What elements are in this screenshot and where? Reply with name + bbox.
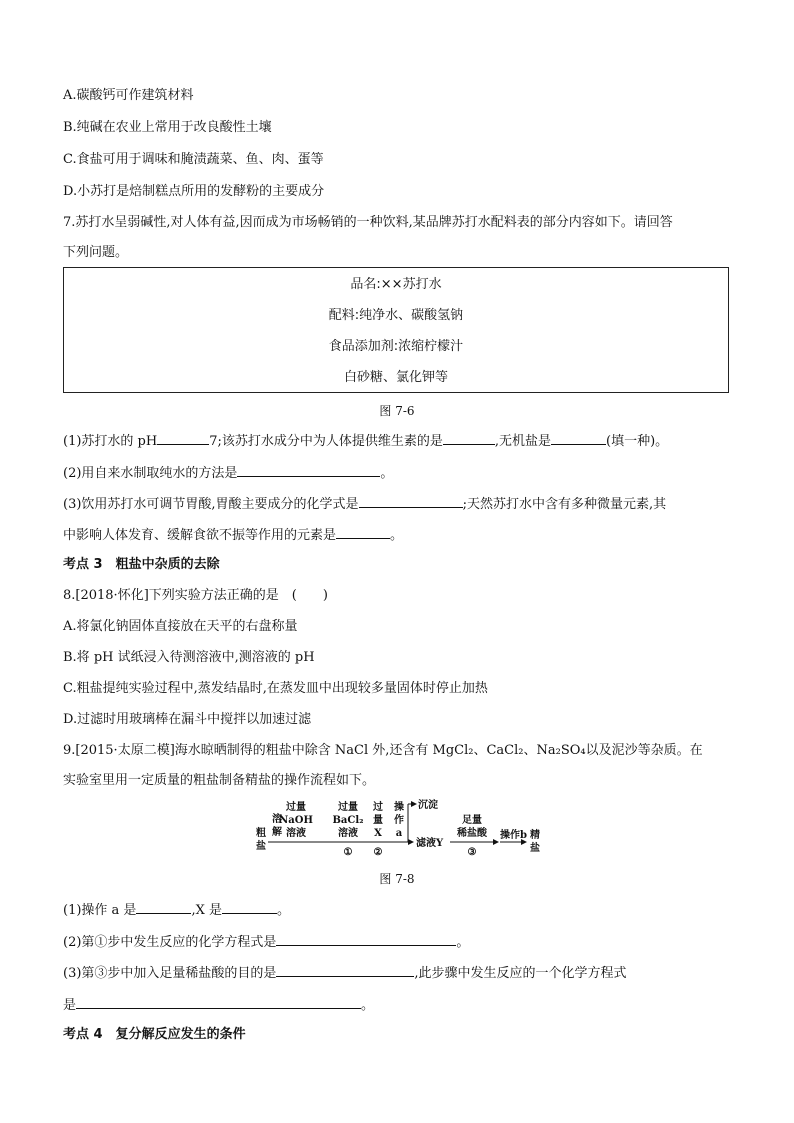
q7-sub1 [63,431,668,451]
q8-stem: 8.[2018·怀化]下列实验方法正确的是 ( ) [63,588,328,603]
q7-sub3-text-a: (3)饮用苏打水可调节胃酸,胃酸主要成分的化学式是 [63,497,359,512]
flow-x-3: X [374,828,382,839]
flow-naoh-3: 溶液 [286,828,306,839]
q7-sub3-line2 [63,525,403,545]
answer-blank[interactable] [237,463,380,477]
flow-op-a-2: 作 [394,815,404,826]
flow-x-2: 量 [373,815,383,826]
product-label-box [63,267,729,393]
q8-option-c: C.粗盐提纯实验过程中,蒸发结晶时,在蒸发皿中出现较多量固体时停止加热 [63,681,488,696]
q9-stem-line1: 9.[2015·太原二模]海水晾晒制得的粗盐中除含 NaCl 外,还含有 MgCl₂、CaCl₂、Na₂SO₄以及泥沙等杂质。在 [63,743,703,758]
q9-sub2 [63,932,469,952]
q9-sub3-line2 [63,995,374,1015]
flow-refined-salt-1: 精 [530,830,540,841]
q7-sub2-text-a: (2)用自来水制取纯水的方法是 [63,466,238,481]
q9-sub3-line2-text-b: 。 [361,998,375,1013]
q7-sub1-text-b: 7;该苏打水成分中为人体提供维生素的是 [209,434,443,449]
flow-bacl2-1: 过量 [338,802,358,813]
flow-step-2-marker: ② [373,847,383,858]
flow-filtrate-y: 滤液Y [416,838,444,849]
q8-option-a: A.将氯化钠固体直接放在天平的右盘称量 [63,619,298,634]
flow-hcl-1: 足量 [462,815,482,826]
flow-bacl2-3: 溶液 [338,828,358,839]
q6-option-a: A.碳酸钙可作建筑材料 [63,88,194,103]
q7-sub3-line2-text-a: 中影响人体发育、缓解食欲不振等作用的元素是 [63,528,337,543]
q7-stem-line2: 下列问题。 [63,245,129,260]
flow-dissolve-2: 解 [272,827,282,838]
q9-sub1-text-a: (1)操作 a 是 [63,903,137,918]
label-product-name: 品名:××苏打水 [350,277,442,292]
label-other: 白砂糖、氯化钾等 [343,370,448,385]
flow-crude-salt-2: 盐 [256,841,266,852]
q6-option-c: C.食盐可用于调味和腌渍蔬菜、鱼、肉、蛋等 [63,152,324,167]
flow-refined-salt-2: 盐 [530,843,540,854]
flow-naoh-2: NaOH [279,815,313,826]
section-heading-3: 考点 3 粗盐中杂质的去除 [63,557,220,572]
answer-blank[interactable] [336,525,390,539]
q7-sub3 [63,494,666,514]
figure-caption-7-6: 图 7-6 [379,404,415,418]
answer-blank[interactable] [276,963,414,977]
label-additives: 食品添加剂:浓缩柠檬汁 [328,339,464,354]
q7-sub2 [63,463,393,483]
answer-blank[interactable] [359,494,463,508]
q9-sub2-text-a: (2)第①步中发生反应的化学方程式是 [63,935,277,950]
answer-blank[interactable] [551,431,606,445]
q6-option-d: D.小苏打是焙制糕点所用的发酵粉的主要成分 [63,184,325,199]
answer-blank[interactable] [222,900,277,914]
q7-sub1-text-c: ,无机盐是 [494,434,552,449]
q7-stem-line1: 7.苏打水呈弱碱性,对人体有益,因而成为市场畅销的一种饮料,某品牌苏打水配料表的部分内容如下。请回答 [63,215,673,230]
flow-op-a-3: a [395,828,403,839]
flow-bacl2-2: BaCl₂ [332,815,364,826]
answer-blank[interactable] [443,431,495,445]
q6-option-b: B.纯碱在农业上常用于改良酸性土壤 [63,120,272,135]
q9-sub3-text-a: (3)第③步中加入足量稀盐酸的目的是 [63,966,277,981]
q9-sub1-text-c: 。 [276,903,290,918]
flow-x-1: 过 [373,802,383,813]
q9-sub3-line2-text-a: 是 [63,998,77,1013]
q7-sub3-line2-text-b: 。 [390,528,404,543]
q9-sub1-text-b: ,X 是 [191,903,222,918]
q9-sub3 [63,963,627,983]
answer-blank[interactable] [76,995,361,1009]
q7-sub1-text-d: (填一种)。 [606,434,669,449]
figure-caption-7-8: 图 7-8 [379,872,415,886]
flow-dissolve-1: 溶 [272,814,282,825]
q9-sub3-text-b: ,此步骤中发生反应的一个化学方程式 [414,966,627,981]
q9-sub2-text-b: 。 [456,935,470,950]
answer-blank[interactable] [157,431,209,445]
q7-sub1-text-a: (1)苏打水的 pH [63,434,158,449]
answer-blank[interactable] [276,932,456,946]
answer-blank[interactable] [136,900,191,914]
q9-stem-line2: 实验室里用一定质量的粗盐制备精盐的操作流程如下。 [63,773,376,788]
flow-naoh-1: 过量 [286,802,306,813]
flow-step-1-marker: ① [343,847,353,858]
flow-precipitate: 沉淀 [418,800,438,811]
q9-sub1 [63,900,290,920]
flow-crude-salt-1: 粗 [256,828,266,839]
flow-op-b: 操作b [500,830,527,841]
flow-step-3-marker: ③ [467,847,477,858]
flow-hcl-2: 稀盐酸 [457,828,487,839]
process-flow-diagram [250,798,550,862]
q8-option-d: D.过滤时用玻璃棒在漏斗中搅拌以加速过滤 [63,712,312,727]
flow-op-a-1: 操 [394,802,404,813]
q7-sub3-text-b: ;天然苏打水中含有多种微量元素,其 [462,497,667,512]
q7-sub2-text-b: 。 [380,466,394,481]
q8-option-b: B.将 pH 试纸浸入待测溶液中,测溶液的 pH [63,650,315,665]
section-heading-4: 考点 4 复分解反应发生的条件 [63,1027,246,1042]
label-ingredients: 配料:纯净水、碳酸氢钠 [328,308,464,323]
